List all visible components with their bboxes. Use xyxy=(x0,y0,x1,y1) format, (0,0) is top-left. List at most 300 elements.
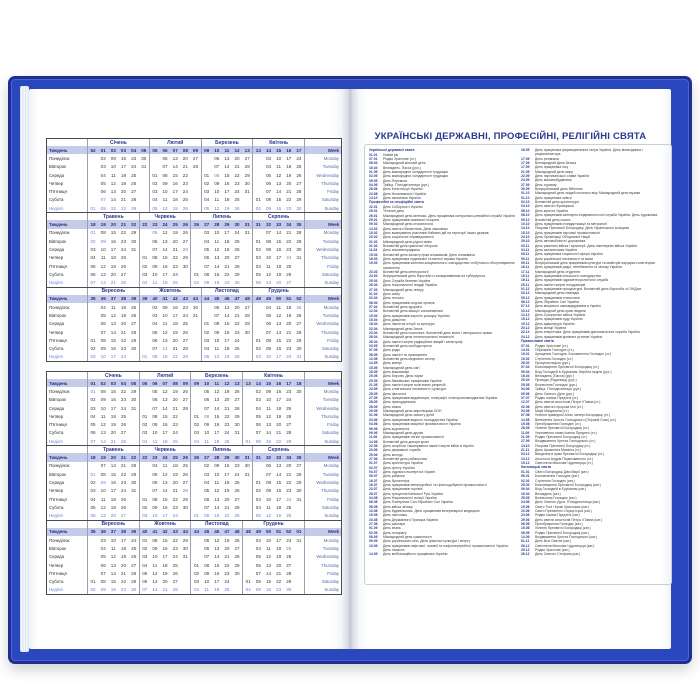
date-cell: 06 xyxy=(152,238,158,244)
date-cell xyxy=(140,237,150,245)
date-cell: 09 xyxy=(152,422,158,428)
week-number: 41 xyxy=(162,296,168,302)
holiday-date: 20.05 xyxy=(369,374,378,379)
holiday-entry: 22.04 Міжнародний день Землі xyxy=(369,326,423,331)
date-cell: 08 xyxy=(100,205,106,211)
date-cell: 15 xyxy=(162,537,168,543)
date-cell: 19 xyxy=(172,230,178,236)
dates-row xyxy=(243,561,304,569)
date-cell: 15 xyxy=(110,205,116,211)
date-cell: 05 xyxy=(152,329,158,335)
date-cell: 09 xyxy=(255,587,261,593)
date-cell: 12 xyxy=(162,329,168,335)
dates-row xyxy=(88,437,139,445)
weekday-label: Четвер xyxy=(49,562,64,568)
date-cell xyxy=(243,561,253,569)
holiday-entry: 15.05 Міжнародний день сім'ї xyxy=(369,365,420,370)
date-cell: 10 xyxy=(204,430,210,436)
holiday-entry: 20.12 День міліції України xyxy=(521,326,567,331)
week-number: 08 xyxy=(172,380,178,386)
date-cell: 08 xyxy=(100,337,106,343)
dates-row xyxy=(88,569,139,577)
date-cell xyxy=(190,320,200,328)
date-cell: 14 xyxy=(276,471,282,477)
weekday-label-en: Monday xyxy=(323,155,340,161)
week-number: 06 xyxy=(152,380,158,386)
date-cell: 27 xyxy=(296,321,302,327)
dates-row xyxy=(191,495,252,503)
week-number: 48 xyxy=(245,529,251,535)
date-cell: 07 xyxy=(255,570,261,576)
holiday-date: 09.09 xyxy=(369,539,378,544)
date-cell: 18 xyxy=(224,479,230,485)
date-cell: 27 xyxy=(172,579,178,585)
date-cell: 15 xyxy=(162,496,168,502)
date-cell: 31 xyxy=(131,246,137,252)
date-cell: 12 xyxy=(162,388,168,394)
dates-row xyxy=(191,536,242,544)
date-cell xyxy=(243,429,253,437)
date-cell: 01 xyxy=(245,579,251,585)
date-cell: 02 xyxy=(90,346,96,352)
week-number: 10 xyxy=(204,380,210,386)
date-cell: 04 xyxy=(142,280,148,286)
weekday-labels-uk xyxy=(47,288,87,361)
week-number: 14 xyxy=(265,147,272,153)
month-name: Липень xyxy=(212,213,232,220)
date-cell: 16 xyxy=(276,388,282,394)
week-number: 15 xyxy=(265,380,272,386)
date-cell: 04 xyxy=(204,238,210,244)
date-cell: 25 xyxy=(131,172,137,178)
holiday-date: 27.06 xyxy=(369,456,378,461)
weekday-label-en: Week xyxy=(305,453,341,461)
holiday-date: 28.05 xyxy=(369,404,378,409)
date-cell: 29 xyxy=(296,197,302,203)
date-cell: 04 xyxy=(255,545,261,551)
weekday-labels-en xyxy=(304,288,341,361)
date-cell: 20 xyxy=(120,321,127,327)
week-number: 26 xyxy=(193,222,200,228)
date-cell: 19 xyxy=(286,312,292,318)
week-number: 03 xyxy=(110,380,116,386)
date-cell: 15 xyxy=(214,413,220,419)
holiday-entry: 20.05 День банківських працівників України xyxy=(369,378,442,383)
date-cell: 01 xyxy=(204,172,210,178)
date-cell: 08 xyxy=(255,579,261,585)
holiday-date: 26.04 xyxy=(369,335,378,340)
date-cell: 29 xyxy=(286,579,292,585)
date-cell: 13 xyxy=(100,430,106,436)
date-cell: 02 xyxy=(90,238,96,244)
date-cell xyxy=(140,328,150,336)
holiday-date: 15.06 xyxy=(521,504,530,509)
holiday-date: 08.09 xyxy=(369,535,378,540)
holiday-date: 07.12 xyxy=(521,304,530,309)
date-cell: 26 xyxy=(234,205,240,211)
week-number: 50 xyxy=(276,296,282,302)
date-cell: 22 xyxy=(172,255,178,261)
dates-row xyxy=(88,336,139,344)
date-cell: 14 xyxy=(162,246,168,252)
date-cell: 28 xyxy=(286,430,292,436)
date-cell: 23 xyxy=(234,463,240,469)
date-cell: 04 xyxy=(255,405,261,411)
holiday-date: 06.12 xyxy=(521,300,530,305)
week-number: 26 xyxy=(193,455,200,461)
date-cell xyxy=(242,254,252,262)
dates-row xyxy=(253,353,304,361)
holiday-entry: 27.08 День шахтаря xyxy=(369,522,406,527)
holiday-date: 14.09 xyxy=(369,552,378,557)
holiday-entry: 25.01 Тетянин день xyxy=(369,209,405,214)
date-cell: 02 xyxy=(90,479,96,485)
dates-row xyxy=(243,569,304,577)
holiday-entry: 24.09 День машинобудівника xyxy=(521,178,572,183)
holiday-entry: 10.09 День працівників нафтової, газової та нафтопереробної промисловості України. День танкіста xyxy=(369,543,509,553)
weekday-label: Понеділок xyxy=(49,304,70,310)
date-cell: 31 xyxy=(244,471,250,477)
date-cell: 26 xyxy=(131,312,137,318)
holiday-entry: 19.01 Хрещення Господнє. Богоявлення Господнє (ст.) xyxy=(521,352,612,357)
holiday-date: 04.08 xyxy=(369,496,378,500)
dates-row xyxy=(140,328,201,336)
date-cell: 27 xyxy=(131,189,137,195)
date-cell: 18 xyxy=(162,438,168,444)
date-cell: 18 xyxy=(172,197,178,203)
date-cell: 11 xyxy=(110,545,116,551)
holiday-entry: 07.08 Успіння праведної Анни, матері Богородиці (ст.) xyxy=(521,413,610,418)
date-cell: 03 xyxy=(255,354,261,360)
week-number: 36 xyxy=(100,296,106,302)
holiday-date: 03.05 xyxy=(369,343,378,348)
calendar-band xyxy=(47,212,341,286)
holiday-date: 23.04 xyxy=(369,330,378,335)
date-cell: 18 xyxy=(224,197,230,203)
week-numbers-row xyxy=(243,528,304,536)
date-cell: 17 xyxy=(172,189,178,195)
holiday-date: 24.05 xyxy=(369,387,378,392)
date-cell: 17 xyxy=(162,271,168,277)
date-cell xyxy=(191,387,201,395)
date-cell: 28 xyxy=(131,570,137,576)
week-number: 32 xyxy=(265,222,272,228)
date-cell: 23 xyxy=(234,329,240,335)
holiday-entry: 10.10 День працівників стандартизації та метрології xyxy=(521,221,608,226)
holiday-entry: 01.12 День працівників прокуратури. Всесвітній день боротьби зі СНІДом xyxy=(521,287,641,291)
weekday-label-en: Sunday xyxy=(324,513,340,519)
week-number: 13 xyxy=(245,380,251,386)
week-number: 47 xyxy=(234,296,240,302)
weekday-label-en: Week xyxy=(305,220,341,228)
date-cell xyxy=(140,229,150,237)
date-cell: 05 xyxy=(152,471,158,477)
date-cell: 14 xyxy=(110,329,116,335)
dates-row xyxy=(191,270,252,278)
date-cell: 22 xyxy=(224,413,230,419)
week-numbers-row xyxy=(253,453,304,461)
date-cell: 16 xyxy=(214,422,220,428)
date-cell xyxy=(242,511,252,519)
holiday-entry: 03.12 Міжнародний день інвалідів xyxy=(521,291,579,296)
holidays-columns xyxy=(369,148,667,557)
date-cell: 22 xyxy=(286,238,292,244)
week-number: 30 xyxy=(234,222,240,228)
date-cell: 11 xyxy=(152,438,158,444)
date-cell: 04 xyxy=(255,504,261,510)
date-cell: 16 xyxy=(110,587,116,593)
date-cell xyxy=(253,171,263,179)
dates-row xyxy=(88,503,139,511)
holiday-date: 16.07 xyxy=(369,478,378,483)
date-cell: 04 xyxy=(142,562,148,568)
week-numbers-row xyxy=(243,379,304,387)
date-cell: 01 xyxy=(152,172,158,178)
week-number: 09 xyxy=(193,380,200,386)
date-cell: 19 xyxy=(162,570,168,576)
date-cell: 07 xyxy=(162,164,168,170)
month-name: Березень xyxy=(215,139,239,146)
date-cell: 25 xyxy=(120,413,127,419)
holiday-date: 20.05 xyxy=(369,378,378,383)
holiday-date: 15.05 xyxy=(369,365,378,370)
dates-row xyxy=(202,345,253,353)
holiday-entry: 04.12 Введення в храм Пресвятої Богородиці (ст.) xyxy=(521,452,604,457)
holiday-entry: 22.01 День Соборності України xyxy=(369,204,423,209)
date-cell: 20 xyxy=(276,422,282,428)
dates-row xyxy=(150,154,201,162)
week-number: 06 xyxy=(162,147,168,153)
week-number: 39 xyxy=(131,529,137,535)
holiday-entry: 09.07 День рибалки xyxy=(369,474,405,479)
month-name: Червень xyxy=(154,213,176,220)
holiday-entry: 04.06 День Святого Духа. П'ятидесятниця (кат.) xyxy=(521,500,601,505)
date-cell xyxy=(253,462,263,470)
month-name: Квітень xyxy=(269,139,289,146)
date-cell: 14 xyxy=(214,504,220,510)
date-cell xyxy=(294,553,304,561)
weekday-label-en: Week xyxy=(305,379,341,387)
date-cell: 05 xyxy=(204,388,210,394)
date-cell: 20 xyxy=(286,463,292,469)
date-cell: 13 xyxy=(214,496,220,502)
date-cell: 23 xyxy=(131,155,137,161)
week-number: 01 xyxy=(100,147,106,153)
holiday-date: 30.09 xyxy=(521,187,530,192)
date-cell: 07 xyxy=(90,280,96,286)
date-cell: 19 xyxy=(120,180,127,186)
holiday-date: 07.01 xyxy=(521,343,530,348)
date-cell: 05 xyxy=(255,271,261,277)
date-cell: 12 xyxy=(214,537,220,543)
date-cell: 07 xyxy=(152,405,158,411)
date-cell xyxy=(294,270,304,278)
weekday-label: Четвер xyxy=(49,488,64,494)
date-cell: 24 xyxy=(120,246,127,252)
date-cell xyxy=(253,179,263,187)
date-cell: 22 xyxy=(234,172,240,178)
holiday-entry: 14.01 Обрізання Господнє (ст.) xyxy=(521,348,574,353)
date-cell: 02 xyxy=(142,422,148,428)
date-cell: 18 xyxy=(162,280,168,286)
dates-row xyxy=(140,278,191,286)
date-cell: 02 xyxy=(204,463,210,469)
holiday-date: 25.03 xyxy=(369,278,378,283)
date-cell: 24 xyxy=(172,271,178,277)
date-cell xyxy=(242,487,252,495)
week-number: 07 xyxy=(172,147,178,153)
date-cell: 11 xyxy=(152,562,158,568)
date-cell: 15 xyxy=(162,413,168,419)
date-cell: 16 xyxy=(276,205,282,211)
date-cell: 26 xyxy=(234,488,240,494)
weekday-label: Субота xyxy=(49,271,64,277)
date-cell xyxy=(140,320,150,328)
date-cell xyxy=(243,387,253,395)
dates-row xyxy=(140,586,191,594)
date-cell: 22 xyxy=(120,388,127,394)
date-cell: 19 xyxy=(224,488,230,494)
dates-row xyxy=(253,163,304,171)
week-number: 34 xyxy=(286,455,292,461)
date-cell: 02 xyxy=(204,180,210,186)
dates-row xyxy=(191,462,252,470)
holiday-entry: 07.01 Різдво Христове (ст.) xyxy=(521,343,568,348)
dates-row xyxy=(88,544,139,552)
date-cell: 31 xyxy=(131,488,137,494)
date-cell: 24 xyxy=(182,189,188,195)
holiday-entry: 04.06 День працівників місцевої промисловості України xyxy=(369,422,461,427)
dates-row xyxy=(88,163,149,171)
date-cell xyxy=(139,187,149,195)
date-cell: 07 xyxy=(100,197,106,203)
holiday-date: 01.10 xyxy=(521,195,530,200)
dates-row xyxy=(140,511,191,519)
date-cell: 30 xyxy=(192,304,199,310)
date-cell: 30 xyxy=(182,263,188,269)
weekday-label: Понеділок xyxy=(49,537,70,543)
holiday-entry: 29.10 День автомобіліста і дорожника xyxy=(521,239,586,244)
date-cell: 19 xyxy=(224,537,230,543)
date-cell: 28 xyxy=(182,405,188,411)
month-Березень xyxy=(201,139,253,212)
week-number: 15 xyxy=(276,147,282,153)
date-cell xyxy=(139,196,149,204)
week-numbers-row xyxy=(88,220,139,228)
holiday-date: 06.06 xyxy=(369,426,378,431)
holiday-date: 09.04 xyxy=(521,369,530,374)
date-cell: 16 xyxy=(120,155,127,161)
date-cell: 03 xyxy=(142,430,148,436)
month-Листопад xyxy=(201,288,253,361)
date-cell: 24 xyxy=(224,430,230,436)
week-numbers-row xyxy=(88,379,139,387)
holiday-entry: 09.02 Міжнародний день стоматолога xyxy=(369,222,433,227)
month-Січень xyxy=(87,139,149,212)
date-cell: 23 xyxy=(286,246,292,252)
date-cell: 17 xyxy=(120,537,127,543)
dates-row xyxy=(88,586,139,594)
date-cell: 19 xyxy=(120,312,127,318)
date-cell: 03 xyxy=(255,496,261,502)
date-cell: 04 xyxy=(265,164,272,170)
date-cell: 12 xyxy=(265,513,272,519)
holiday-date: 09.04 xyxy=(521,487,530,492)
holiday-entry: 03.11 День ракетних військ і артилерії. День інженерних військ України xyxy=(521,243,638,248)
date-cell: 24 xyxy=(131,164,137,170)
date-cell: 11 xyxy=(276,164,282,170)
dates-row xyxy=(88,429,139,437)
holiday-date: 04.12 xyxy=(521,452,530,457)
date-cell: 01 xyxy=(255,337,261,343)
date-cell: 15 xyxy=(265,579,272,585)
date-cell xyxy=(243,569,253,577)
date-cell: 05 xyxy=(90,422,96,428)
holiday-date: 27.03 xyxy=(369,287,378,292)
date-cell: 07 xyxy=(214,164,220,170)
holidays-page xyxy=(350,89,671,649)
calendar-band xyxy=(47,139,341,212)
weekday-label-en: Wednesday xyxy=(316,554,340,560)
dates-row xyxy=(140,478,191,486)
date-cell: 30 xyxy=(244,463,250,469)
date-cell xyxy=(129,412,139,420)
holiday-entry: 16.04 Великдень (Пасха) (рух.) xyxy=(521,374,575,379)
date-cell: 26 xyxy=(120,263,127,269)
date-cell: 15 xyxy=(110,388,116,394)
weekday-labels-uk xyxy=(47,521,87,594)
date-cell: 09 xyxy=(265,246,272,252)
date-cell: 03 xyxy=(204,337,210,343)
week-numbers-row xyxy=(88,453,139,461)
date-cell: 22 xyxy=(120,471,127,477)
month-Грудень xyxy=(252,288,304,361)
weekday-label-en: Thursday xyxy=(321,180,340,186)
date-cell: 23 xyxy=(120,479,127,485)
holiday-date: 21.11 xyxy=(521,447,530,452)
holiday-date: 25.03 xyxy=(521,482,530,487)
holiday-date: 11.03 xyxy=(369,248,378,253)
date-cell: 03 xyxy=(193,579,200,585)
date-cell: 25 xyxy=(234,197,240,203)
date-cell: 06 xyxy=(100,189,106,195)
date-cell xyxy=(191,404,201,412)
holiday-date: 09.06 xyxy=(369,430,378,435)
weekday-label-en: Friday xyxy=(327,189,340,195)
date-cell: 19 xyxy=(172,388,178,394)
month-Серпень xyxy=(252,446,304,519)
date-cell: 31 xyxy=(296,354,302,360)
date-cell: 24 xyxy=(224,579,230,585)
date-cell: 25 xyxy=(234,479,240,485)
date-cell: 28 xyxy=(234,504,240,510)
holiday-date: 07.04 xyxy=(521,365,530,370)
date-cell: 22 xyxy=(286,479,292,485)
weekday-label-en: Wednesday xyxy=(316,246,340,252)
open-pages xyxy=(29,89,671,649)
dates-row xyxy=(253,487,304,495)
week-number: 43 xyxy=(182,296,188,302)
date-cell: 18 xyxy=(286,304,292,310)
date-cell: 29 xyxy=(234,413,240,419)
holiday-date: 23.06 xyxy=(521,509,530,514)
date-cell: 07 xyxy=(204,554,210,560)
date-cell: 28 xyxy=(182,346,188,352)
dates-row xyxy=(88,420,139,428)
date-cell xyxy=(294,569,304,577)
date-cell xyxy=(242,503,252,511)
date-cell: 02 xyxy=(255,388,261,394)
